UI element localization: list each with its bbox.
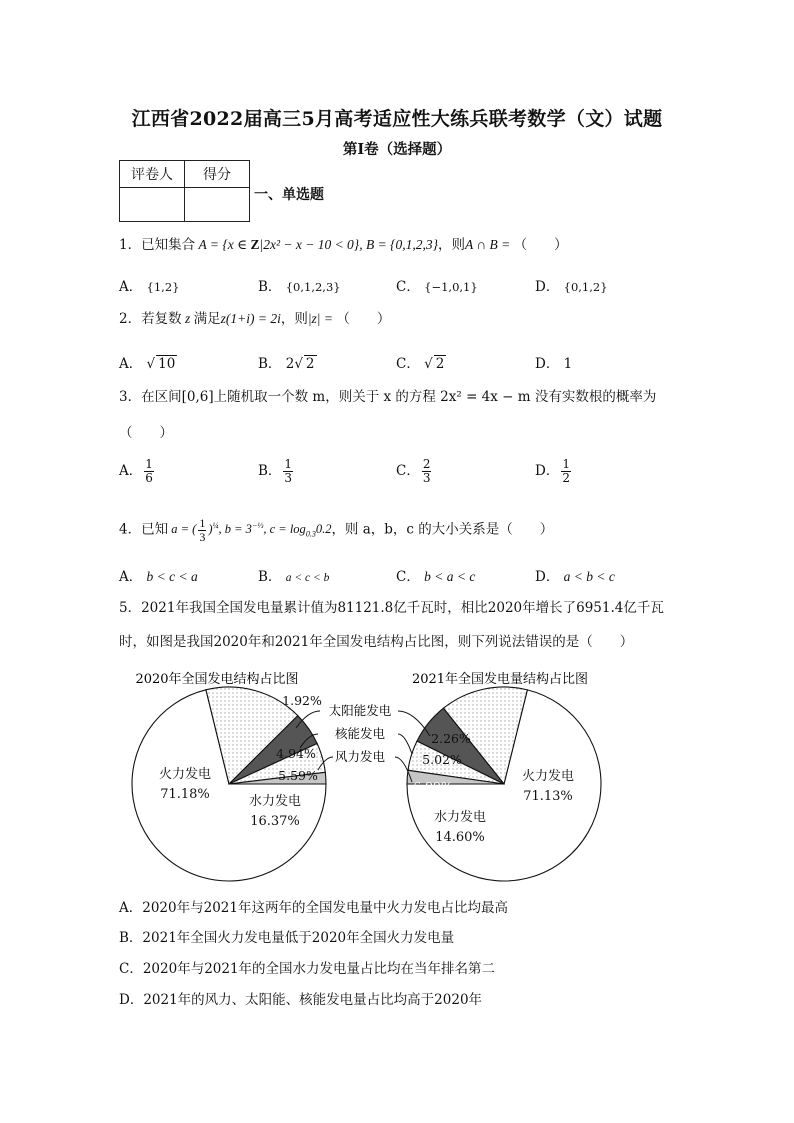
question-text: ，则 bbox=[437, 237, 465, 253]
pie-2021-value-nuclear: 5.02% bbox=[422, 752, 462, 767]
question-4-option-c[interactable]: C． b < a < c bbox=[396, 569, 476, 585]
score-table-grader-cell[interactable] bbox=[120, 188, 185, 222]
question-4-stem: 4．已知 a = ( $\frac{1}{3}$ )$^{\frac{1}{4}}$, $b = 3^{-\frac{1}{3}}$, $c = \log_{0.3}0.2$，则 a，b，c 的大小关系是（ ） bbox=[119, 516, 554, 544]
abc-definitions: a = ( $\frac{1}{3}$ )$^{\frac{1}{4}}$, $b = 3^{-\frac{1}{3}}$, $c = \log_{0.3}0.2$ bbox=[168, 516, 332, 544]
question-2-option-d[interactable]: D． 1 bbox=[535, 356, 573, 372]
pie-charts-figure bbox=[0, 660, 794, 890]
question-1-option-d[interactable]: D． {0,1,2} bbox=[535, 279, 608, 295]
chart-2021-title: 2021年全国发电量结构占比图 bbox=[411, 672, 589, 687]
pie-2020-value-solar: 1.92% bbox=[282, 693, 322, 708]
score-table-score-header: 得分 bbox=[185, 161, 250, 188]
legend-solar: 太阳能发电 bbox=[328, 703, 392, 718]
legend-wind: 风力发电 bbox=[334, 749, 386, 764]
question-4-option-d[interactable]: D． a < b < c bbox=[535, 569, 615, 585]
question-5-option-c[interactable]: C．2020年与2021年的全国水力发电量占比均在当年排名第二 bbox=[119, 961, 496, 977]
legend-nuclear: 核能发电 bbox=[334, 726, 386, 741]
section-title: 一、单选题 bbox=[254, 187, 324, 203]
score-table-grader-header: 评卷人 bbox=[120, 161, 185, 188]
pie-2021-value-wind: 6.99% bbox=[413, 779, 453, 794]
pie-2020-label-hydro: 水力发电 bbox=[248, 794, 302, 809]
pie-2020-value-thermal: 71.18% bbox=[160, 787, 210, 802]
pie-2020-value-nuclear: 4.94% bbox=[276, 746, 316, 761]
question-4-option-a[interactable]: A． b < c < a bbox=[119, 569, 198, 585]
question-5-stem-cont: 时，如图是我国2020年和2021年全国发电结构占比图，则下列说法错误的是（ ） bbox=[119, 634, 634, 650]
question-number: 1． bbox=[119, 237, 142, 253]
question-1-option-a[interactable]: A． {1,2} bbox=[119, 279, 180, 295]
legend-leader-nuclear-right bbox=[398, 734, 412, 754]
question-3-stem-cont: （ ） bbox=[119, 425, 173, 441]
exam-title: 江西省2022届高三5月高考适应性大练兵联考数学（文）试题 bbox=[131, 108, 663, 130]
question-2-stem: 2．若复数 z 满足z(1+i) = 2i，则|z| = （ ） bbox=[119, 311, 391, 327]
pie-2021-label-thermal: 火力发电 bbox=[521, 769, 575, 784]
pie-2021-label-hydro: 水力发电 bbox=[433, 810, 487, 825]
question-5-stem: 5．2021年我国全国发电量累计值为81121.8亿千瓦时，相比2020年增长了6951.4亿千瓦 bbox=[119, 600, 664, 616]
score-table-score-cell[interactable] bbox=[185, 188, 250, 222]
question-2-option-b[interactable]: B． 2√ 2 bbox=[258, 356, 315, 372]
pie-2021-value-thermal: 71.13% bbox=[523, 789, 573, 804]
question-3-option-a[interactable]: A． $\frac{1}{6}$ bbox=[119, 457, 153, 485]
score-table bbox=[119, 160, 250, 222]
exam-subtitle: 第I卷（选择题） bbox=[342, 141, 452, 158]
question-3-option-c[interactable]: C． $\frac{2}{3}$ bbox=[396, 457, 431, 485]
question-1-option-b[interactable]: B． {0,1,2,3} bbox=[258, 279, 341, 295]
answer-blank: （ ） bbox=[513, 237, 568, 253]
question-4-option-b[interactable]: B． a < c < b bbox=[258, 569, 330, 585]
pie-chart-2020 bbox=[132, 687, 326, 881]
chart-2020-title: 2020年全国发电结构占比图 bbox=[135, 672, 299, 687]
question-2-option-a[interactable]: A． √ 10 bbox=[119, 356, 176, 372]
pie-2020-value-wind: 5.59% bbox=[278, 768, 318, 783]
question-5-option-a[interactable]: A．2020年与2021年这两年的全国发电量中火力发电占比均最高 bbox=[119, 900, 508, 916]
question-1-option-c[interactable]: C． {−1,0,1} bbox=[396, 279, 478, 295]
question-text: 已知集合 bbox=[141, 237, 196, 253]
question-5-option-d[interactable]: D．2021年的风力、太阳能、核能发电量占比均高于2020年 bbox=[119, 992, 483, 1008]
question-3-option-b[interactable]: B． $\frac{1}{3}$ bbox=[258, 457, 293, 485]
intersection-formula: A ∩ B = bbox=[464, 237, 514, 252]
question-5-option-b[interactable]: B．2021年全国火力发电量低于2020年全国火力发电量 bbox=[119, 930, 455, 946]
pie-2020-label-thermal: 火力发电 bbox=[158, 767, 212, 782]
equation: z(1+i) = 2i bbox=[220, 311, 281, 326]
pie-2020-value-hydro: 16.37% bbox=[250, 814, 300, 829]
pie-2021-value-solar: 2.26% bbox=[431, 731, 471, 746]
question-2-option-c[interactable]: C． √ 2 bbox=[396, 356, 445, 372]
question-1-stem bbox=[119, 236, 568, 254]
question-3-stem: 3．在区间[0,6]上随机取一个数 m，则关于 x 的方程 2x² = 4x − m 没有实数根的概率为 bbox=[119, 389, 657, 405]
question-3-option-d[interactable]: D． $\frac{1}{2}$ bbox=[535, 457, 570, 485]
set-a-formula: A = {x ∈ Z|2x² − x − 10 < 0}, B = {0,1,2,3} bbox=[195, 237, 438, 252]
pie-2021-value-hydro: 14.60% bbox=[435, 830, 485, 845]
